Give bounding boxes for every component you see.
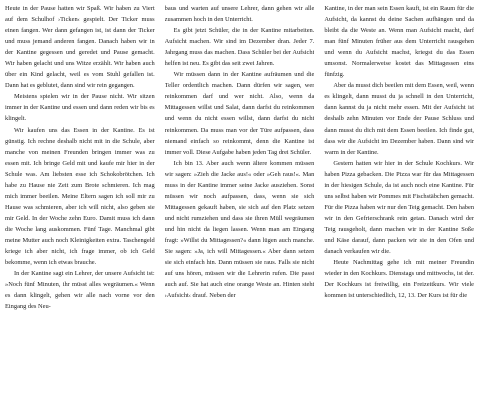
- paragraph: Wir müssen dann in der Kantine aufräumen und die Teller ordentlich machen. Dann dürfen wir sagen, wer reinkommen darf und wer nicht. Also, wenn da Mittagessen willst und Salat, dann darfst du reinkommen und wenn du nicht essen willst, dann darfst du nicht reinkommen. Da muss man vor der Türe aufpassen, dass niemand einfach so reinkommt, denn die Kantine ist immer voll. Diese Aufgabe haben jeden Tag drei Schüler.: [164, 71, 315, 156]
- paragraph: In der Kantine sagt ein Lehrer, der unsere Aufsicht ist: »Noch fünf Minuten, ihr müsst alles wegräumen.« Wenn es dann klingelt, gehen wir alle nach vorne vor den Eingang des Neu-: [5, 270, 155, 311]
- paragraph: Wir kaufen uns das Essen in der Kantine. Es ist günstig. Ich rechne deshalb nicht mit in die Schule, aber manche von meinen Freunden bringen immer was zu essen mit. Ich bringe Geld mit und kaufe mir hier in der Schule was. Am liebsten esse ich Schokobrötchen. Ich habe zu Hause nie Zeit zum Brote schmieren. Ich mag mich immer beeilen. Meine Eltern sagen ich soll mir zu Hause was schmieren, aber ich will nicht, also geben sie mir Geld. In der Woche zehn Euro. Damit muss ich dann die Woche lang auskommen. Fünf Tage. Manchmal gibt meine Mutter auch noch Kleinigkeiten extra. Taschengeld kriege ich aber nicht, ich frage immer, ob ich Geld bekomme, wenn ich etwas brauche.: [5, 126, 155, 267]
- paragraph: Heute Nachmittag gehe ich mit meiner Freundin wieder in den Kochkurs. Dienstags und mittwochs, ist der. Der Kochkurs ist freiwillig, ein Freizeitkurs. Wir viele kommen ist unterschiedlich, 12, 13. Der Kurs ist für die: [324, 259, 475, 300]
- paragraph: Es gibt jetzt Schüler, die in der Kantine mitarbeiten. Aufsicht machen. Wir sind im Dezember dran. Jeder 7. Jahrgang muss das machen. Dass Schüler bei der Aufsicht helfen ist neu. Es gibt das seit zwei Jahren.: [164, 27, 315, 68]
- text-column-2: [165, 3, 315, 409]
- paragraph: Heute in der Pause hatten wir Spaß. Wir haben zu Viert auf dem Schulhof ›Ticken‹ gespielt. Der Ticker muss einen fangen. Wer dann gefangen ist, ist dann der Ticker und muss jemand anderen fangen. Danach haben wir in der Kantine gegessen und geredet und Pause gemacht. Wir haben gelacht und uns Witze erzählt. Wir haben auch über ein Kind gelacht, weil es vom Stuhl gefallen ist. Dann hat es geblutet, dann sind wir rein gegangen.: [5, 5, 155, 90]
- text-column-3: [324, 3, 474, 409]
- paragraph: baus und warten auf unsere Lehrer, dann gehen wir alle zusammen hoch in den Unterricht.: [164, 5, 315, 24]
- paragraph: Ich bin 13. Aber auch wenn ältere kommen müssen wir sagen: »Zieh die Jacke aus!« oder »Geh raus!«. Man muss in der Kantine immer seine Jacke ausziehen. Sonst müssen wir noch aufpassen, dass, wenn sie sich Mittagessen gekauft haben, sie sich auf den Platz setzen und nicht rumziehen und dass sie ihren Müll wegräumen und hin nicht da liegen lassen. Wenn man am Eingang fragt: »Willst du Mittagessen?« dann lügen auch manche. Sie sagen: »Ja, ich will Mittagessen.« Aber dann setzen sie sich einfach hin. Dann müssen sie raus. Falls sie nicht auf uns hören, müssen wir die Lehrerin rufen. Die passt auch auf. Sie hat auch eine orange Weste an. Hinten steht ›Aufsicht‹ drauf. Neben der: [164, 159, 315, 300]
- text-column-1: [5, 3, 155, 409]
- paragraph: Kantine, in der man sein Essen kauft, ist ein Raum für die Aufsicht, da kannst du deine Sachen aufhängen und da bleibt da die Weste an. Wenn man Aufsicht macht, darf man fünf Minuten früher aus dem Unterricht rausgehen und wenn du Aufsicht machst, kriegst du das Essen umsonst. Normalerweise kostet das Mittagessen eins fünfzig.: [324, 5, 475, 79]
- paragraph: Aber da musst dich beeilen mit dem Essen, weil, wenn es klingelt, dann musst du ja schnell in den Unterricht, dann kannst du ja nicht mehr essen. Mit der Aufsicht ist deshalb zehn Minuten vor Ende der Pause Schluss und dann musst du dich mit dem Essen beeilen. Ich finde gut, dass wir die Aufsicht im Dezember haben. Dann sind wir warm in der Kantine.: [324, 82, 475, 156]
- paragraph: Meistens spielen wir in der Pause nicht. Wir sitzen immer in der Kantine und essen und dann reden wir bis es klingelt.: [5, 93, 155, 123]
- paragraph: Gestern hatten wir hier in der Schule Kochkurs. Wir haben Pizza gebacken. Die Pizza war für das Mittagessen in der hiesigen Schule, da ist auch noch eine Kantine. Für uns selbst haben wir Pommes mit Fischstäbchen gemacht. Für die Pizza haben wir nur den Teig gemacht. Den haben wir in den Gefrierschrank rein getan. Danach wird der Teig rausgeholt, dann machen wir in der Kantine Soße und Käse darauf, dann packen wir sie in den Ofen und danach verkaufen wir die.: [324, 159, 475, 256]
